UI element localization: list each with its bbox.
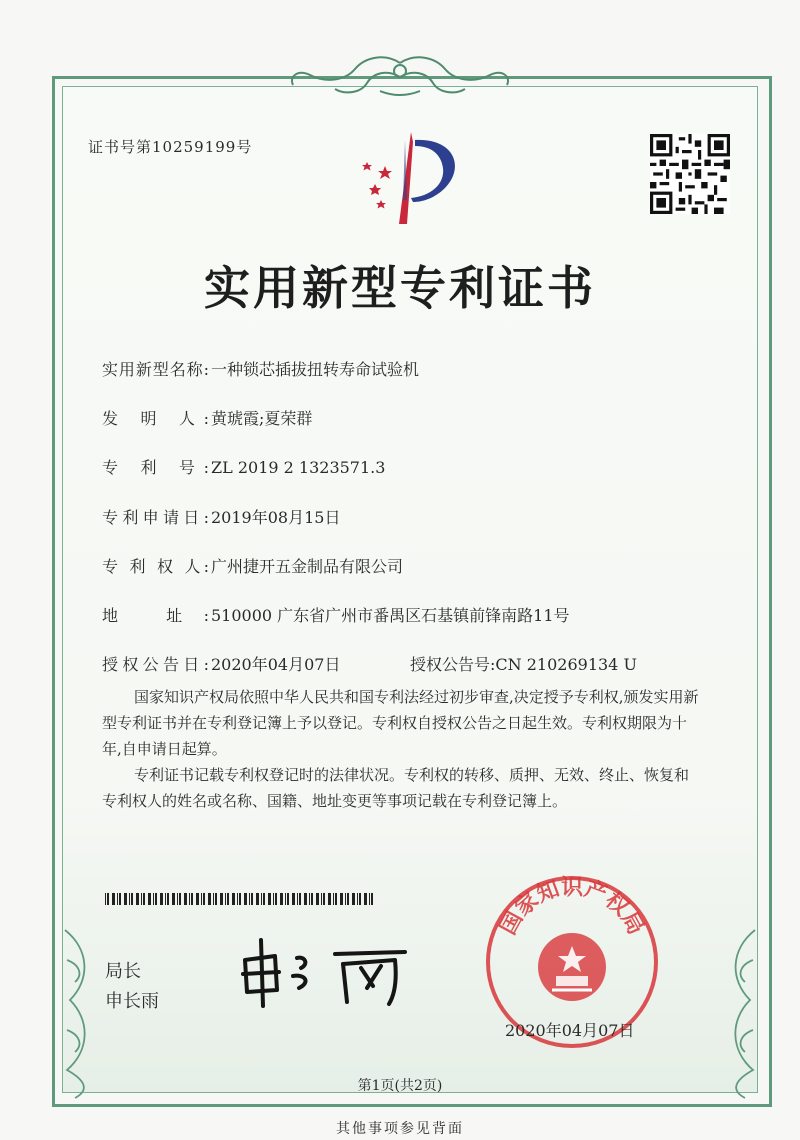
field-label: 专 利 权 人: (102, 557, 209, 576)
field-label: 授权公告日: (102, 655, 209, 674)
page-number: 第1页(共2页) (357, 1078, 443, 1094)
field-patentee (102, 554, 403, 577)
field-label: 专 利 号: (102, 458, 209, 477)
cnipa-emblem (345, 128, 475, 228)
svg-text:国家知识产权局 (496, 875, 649, 939)
field-value: 广州捷开五金制品有限公司 (211, 557, 404, 576)
official-name: 申长雨 (105, 991, 159, 1012)
field-inventor (102, 406, 312, 429)
field-utility-model-name (102, 357, 419, 380)
paragraph: 国家知识产权局依照中华人民共和国专利法经过初步审查,决定授予专利权,颁发实用新型专利证书并在专利登记簿上予以登记。专利权自授权公告之日起生效。专利权期限为十年,自申请日起算。 (102, 688, 699, 758)
official-title: 局长 (105, 961, 141, 982)
top-ornament (285, 53, 515, 101)
field-value: 2019年08月15日 (211, 508, 341, 527)
certificate-title: 实用新型专利证书 (204, 261, 596, 315)
barcode (105, 893, 375, 905)
field-value: 一种锁芯插拔扭转寿命试验机 (211, 360, 420, 379)
field-label: 地 址: (102, 606, 209, 625)
field-label: 授权公告号: (410, 655, 496, 674)
left-ornament (55, 920, 105, 1100)
seal-date: 2020年04月07日 (505, 1021, 635, 1040)
body-text (102, 684, 702, 762)
body-text-2 (102, 762, 702, 814)
footer-note: 其他事项参见背面 (336, 1121, 464, 1137)
paragraph: 专利证书记载专利权登记时的法律状况。专利权的转移、质押、无效、终止、恢复和专利权人的姓名或名称、国籍、地址变更等事项记载在专利登记簿上。 (102, 766, 690, 810)
field-label: 专利申请日: (102, 508, 209, 527)
field-announcement-date (102, 652, 340, 675)
seal-text: 国家知识产权局 (495, 875, 649, 940)
signature (235, 930, 415, 1010)
qr-code (650, 134, 730, 214)
field-value: 2020年04月07日 (211, 655, 341, 674)
certificate-number: 证书号第10259199号 (88, 138, 253, 156)
field-value: 510000 广东省广州市番禺区石基镇前锋南路11号 (211, 606, 570, 625)
field-address (102, 603, 570, 626)
field-announcement-number (410, 652, 637, 675)
field-value: CN 210269134 U (495, 655, 637, 674)
field-value: 黄琥霞;夏荣群 (211, 409, 313, 428)
field-application-date (102, 505, 340, 528)
right-ornament (715, 920, 765, 1100)
field-patent-number (102, 455, 385, 478)
field-value: ZL 2019 2 1323571.3 (211, 458, 386, 477)
field-label: 发 明 人: (102, 409, 209, 428)
field-label: 实用新型名称: (102, 360, 209, 379)
